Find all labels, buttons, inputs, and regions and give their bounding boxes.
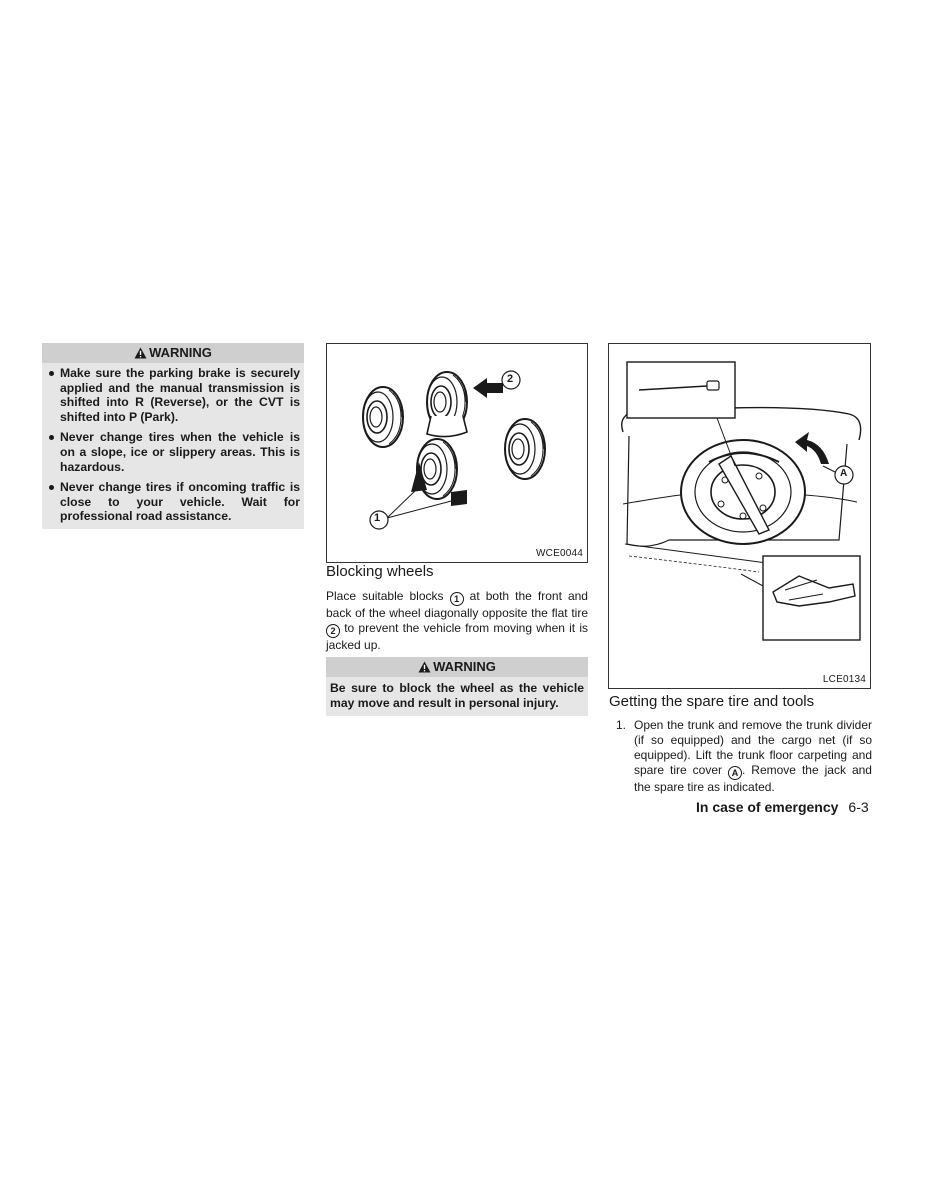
trunk-spare-tire-illustration: [609, 344, 870, 674]
footer-section: In case of emergency: [696, 799, 839, 815]
warning-body: Be sure to block the wheel as the vehicle may move and result in personal injury.: [326, 677, 588, 716]
warning-header: [42, 343, 304, 363]
wheel-blocks-illustration: [327, 344, 587, 549]
callout-2: 2: [507, 373, 514, 385]
bullet-dot-icon: [49, 435, 54, 440]
callout-ref-a: A: [728, 766, 742, 780]
section-title-blocking-wheels: Blocking wheels: [326, 563, 434, 580]
warning-triangle-icon: [418, 659, 431, 679]
warning-label: WARNING: [149, 345, 212, 360]
step-number: 1.: [616, 718, 627, 732]
warning-box-main: [42, 343, 304, 529]
warning-body: [42, 363, 304, 529]
warning-triangle-icon: [134, 345, 147, 365]
step-text: Open the trunk and remove the trunk divider (if so equipped) and the cargo net (if so equipped). Lift the trunk floor carpeting and spare tire cover A . Remove the jack and the spare tire as indicated.: [634, 718, 872, 794]
warning-bullet: Make sure the parking brake is securely applied and the manual transmission is shifted into R (Reverse), or the CVT is shifted into P (Park).: [46, 366, 300, 424]
callout-a: A: [840, 468, 848, 479]
warning-box-block: [326, 657, 588, 716]
callout-ref-2: 2: [326, 624, 340, 638]
section-title-spare-tire: Getting the spare tire and tools: [609, 693, 815, 710]
warning-bullet: Never change tires if oncoming traffic is close to your vehicle. Wait for professional road assistance.: [46, 480, 300, 524]
bullet-dot-icon: [49, 485, 54, 490]
page-footer: [696, 799, 869, 815]
warning-bullet: Never change tires when the vehicle is on a slope, ice or slippery areas. This is hazardous.: [46, 430, 300, 474]
warning-label: WARNING: [433, 659, 496, 674]
bullet-dot-icon: [49, 371, 54, 376]
callout-ref-1: 1: [450, 592, 464, 606]
step-1: [616, 718, 872, 795]
blocking-paragraph: Place suitable blocks 1 at both the front and back of the wheel diagonally opposite the flat tire 2 to prevent the vehicle from moving when it is jacked up.: [326, 589, 588, 652]
figure-spare-tire: [608, 343, 871, 689]
page-number: 6-3: [848, 799, 869, 815]
warning-header: [326, 657, 588, 677]
figure-code: LCE0134: [822, 674, 866, 685]
callout-1: 1: [374, 512, 381, 524]
figure-blocking-wheels: [326, 343, 588, 563]
figure-code: WCE0044: [536, 548, 583, 559]
